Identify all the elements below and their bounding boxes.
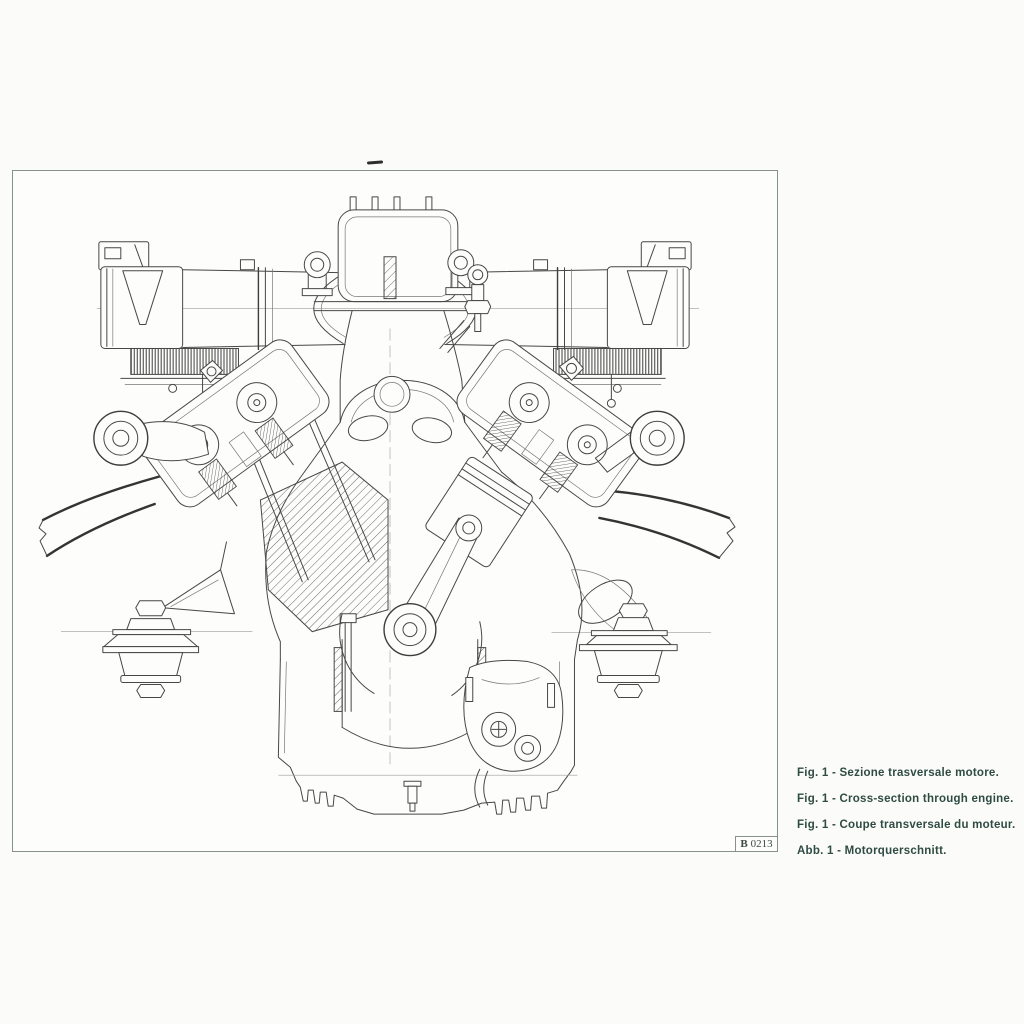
scan-artifact-dash — [367, 160, 383, 164]
drawing-code-prefix: B — [740, 837, 748, 850]
caption-italian: Fig. 1 - Sezione trasversale motore. — [797, 767, 1000, 779]
engine-cross-section-drawing — [13, 171, 777, 851]
drawing-frame — [12, 170, 778, 852]
exhaust-pipe-left — [39, 476, 161, 556]
vibration-damper-left — [103, 601, 199, 698]
intake-plenum — [302, 197, 490, 353]
connecting-rod — [384, 515, 482, 656]
exhaust-pipe-right — [595, 490, 735, 558]
plenum-studs — [350, 197, 432, 211]
wrist-pin — [456, 515, 482, 541]
caption-french: Fig. 1 - Coupe transversale du moteur. — [797, 819, 1016, 831]
vibration-damper-right — [579, 604, 677, 698]
drawing-code-number: 0213 — [750, 837, 773, 850]
mount-bracket-left — [163, 542, 235, 614]
oil-pump — [464, 660, 563, 807]
caption-german: Abb. 1 - Motorquerschnitt. — [797, 845, 947, 857]
sump-drain-bolt — [404, 781, 421, 811]
crankcase-hatching — [260, 462, 388, 632]
figure-captions — [797, 767, 1023, 871]
lifting-shackle-left — [302, 252, 332, 296]
drawing-code-box — [735, 836, 777, 851]
big-end-bearing — [384, 604, 436, 656]
caption-english: Fig. 1 - Cross-section through engine. — [797, 793, 1014, 805]
pump-gear-2 — [515, 735, 541, 761]
